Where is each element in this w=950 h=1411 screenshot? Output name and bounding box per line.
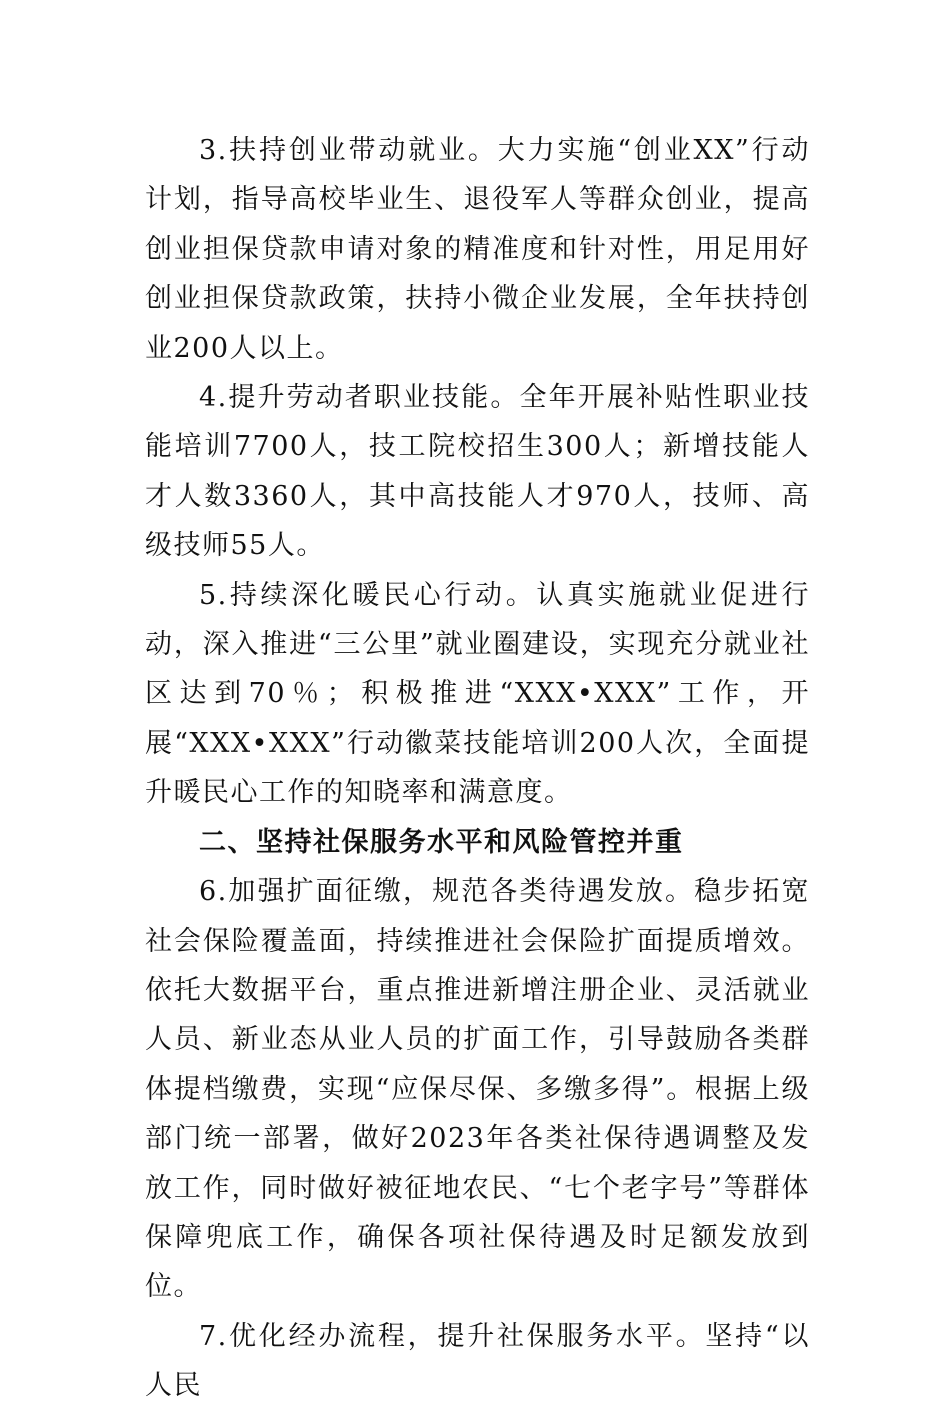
paragraph-item-4: 4.提升劳动者职业技能。全年开展补贴性职业技能培训7700人，技工院校招生300人；新增技能人才人数3360人，其中高技能人才970人，技师、高级技师55人。 [145,382,810,562]
paragraph-item-5: 5.持续深化暖民心行动。认真实施就业促进行动，深入推进“三公里”就业圈建设，实现充分就业社区达到70％；积极推进“XXX•XXX”工作，开展“XXX•XXX”行动徽菜技能培训200人次，全面提升暖民心工作的知晓率和满意度。 [145,579,810,809]
section-heading-2: 二、坚持社保服务水平和风险管控并重 [199,826,684,858]
paragraph-item-7: 7.优化经办流程，提升社保服务水平。坚持“以人民 [145,1320,810,1402]
paragraph-item-6: 6.加强扩面征缴，规范各类待遇发放。稳步拓宽社会保险覆盖面，持续推进社会保险扩面提质增效。依托大数据平台，重点推进新增注册企业、灵活就业人员、新业态从业人员的扩面工作，引导鼓励各类群体提档缴费，实现“应保尽保、多缴多得”。根据上级部门统一部署，做好2023年各类社保待遇调整及发放工作，同时做好被征地农民、“七个老字号”等群体保障兜底工作，确保各项社保待遇及时足额发放到位。 [145,876,810,1303]
paragraph-item-3: 3.扶持创业带动就业。大力实施“创业XX”行动计划，指导高校毕业生、退役军人等群众创业，提高创业担保贷款申请对象的精准度和针对性，用足用好创业担保贷款政策，扶持小微企业发展，全年扶持创业200人以上。 [145,135,810,364]
document-body [145,126,810,1411]
